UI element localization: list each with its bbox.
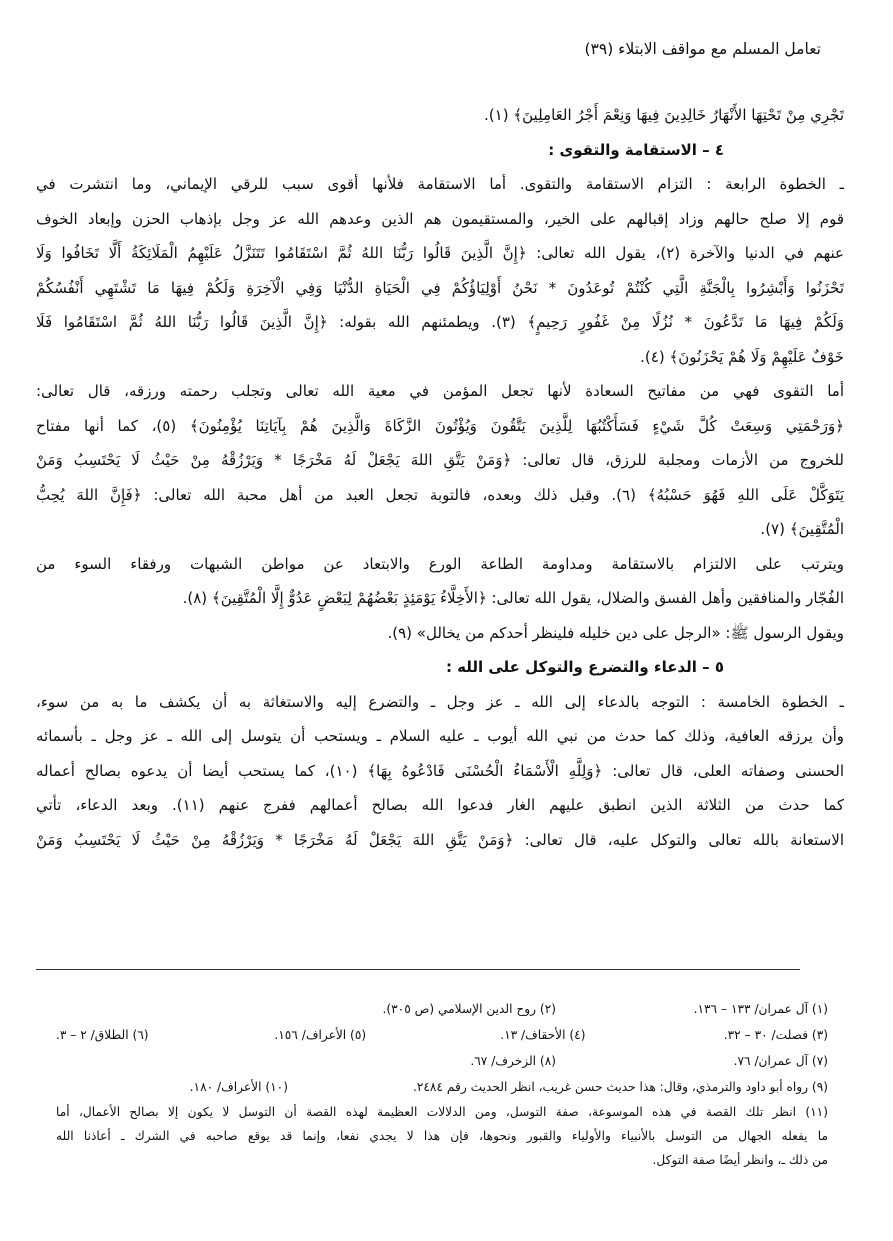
footnote: (٦) الطلاق/ ٢ – ٣.: [56, 1028, 149, 1042]
footnote: (٩) رواه أبو داود والترمذي، وقال: هذا حديث حسن غريب، انظر الحديث رقم ٢٤٨٤.: [412, 1080, 828, 1094]
footnote: (٧) آل عمران/ ٧٦.: [733, 1054, 828, 1068]
text-line: الفُجّار والمنافقين وأهل الفسق والضلال، يقول الله تعالى: ﴿الأَخِلَّاءُ يَوْمَئِذٍ بَعْضُهُمْ لِبَعْضٍ عَدُوٌّ إِلَّا الْمُتَّقِينَ﴾ (٨).: [182, 589, 844, 607]
text-line: ويقول الرسول ﷺ: «الرجل على دين خليله فلينظر أحدكم من يخالل» (٩).: [387, 623, 844, 642]
text-line: أما التقوى فهي من مفاتيح السعادة لأنها تجعل المؤمن في معية الله تعالى وتجلب رحمته ورزقه، قال تعالى:: [36, 382, 844, 400]
text-line: وأن يرزقه العافية، وذلك كما حدث من نبي الله أيوب ـ عليه السلام ـ ويستحب أن يتوسل إلى الله ـ عز وجل ـ بأسمائه: [36, 727, 844, 745]
text-line: تَجْرِي مِنْ تَحْتِهَا الأَنْهَارُ خَالِدِينَ فِيهَا وَنِعْمَ أَجْرُ العَامِلِينَ﴾ (١).: [484, 106, 844, 124]
footnote-11-line: (١١) انظر تلك القصة في هذه الموسوعة، صفة التوسل، ومن الدلالات العظيمة لهذه القصة أن التوسل لا يكون إلا بصالح الأعمال، أما: [56, 1105, 828, 1119]
main-text: [36, 98, 844, 857]
footnote: (٤) الأحقاف/ ١٣.: [500, 1028, 586, 1042]
header-title: تعامل المسلم مع مواقف الابتلاء (٣٩): [584, 40, 821, 58]
footnote-row: [56, 1074, 828, 1100]
footnote: (٨) الزخرف/ ٦٧.: [470, 1054, 556, 1068]
footnote-row: [56, 1022, 828, 1048]
footnotes: [56, 996, 828, 1172]
footnote: (١) آل عمران/ ١٣٣ – ١٣٦.: [693, 1002, 828, 1016]
footnote-separator: [36, 969, 800, 970]
footnote-row: [56, 996, 828, 1022]
text-line: تَحْزَنُوا وَأَبْشِرُوا بِالْجَنَّةِ الَّتِي كُنْتُمْ تُوعَدُونَ * نَحْنُ أَوْلِيَاؤُكُمْ فِي الْحَيَاةِ الدُّنْيَا وَفِي الْآخِرَةِ وَلَكُمْ فِيهَا مَا تَشْتَهِي أَنْفُسُكُمْ: [36, 278, 844, 297]
text-line: ويترتب على الالتزام بالاستقامة ومداومة الطاعة الورع والابتعاد عن مواطن الشبهات ورفقاء السوء من: [36, 554, 844, 573]
text-line: عنهم في الدنيا والآخرة (٢)، يقول الله تعالى: ﴿إِنَّ الَّذِينَ قَالُوا رَبُّنَا اللهُ ثُمَّ اسْتَقَامُوا تَتَنَزَّلُ عَلَيْهِمُ الْمَلَائِكَةُ أَلَّا تَخَافُوا وَلَا: [36, 244, 844, 262]
text-line: الْمُتَّقِينَ﴾ (٧).: [760, 520, 844, 538]
text-line: يَتَوَكَّلْ عَلَى اللهِ فَهُوَ حَسْبُهُ﴾ (٦). وقبل ذلك وبعده، فالتوبة تجعل العبد من أهل محبة الله تعالى: ﴿فَإِنَّ اللهَ يُحِبُّ: [36, 485, 844, 504]
text-line: الاستعانة بالله تعالى والتوكل عليه، قال تعالى: ﴿وَمَنْ يَتَّقِ اللهَ يَجْعَلْ لَهُ مَخْرَجًا * وَيَرْزُقْهُ مِنْ حَيْثُ لَا يَحْتَسِبُ وَمَنْ: [36, 830, 844, 849]
footnote: (١٠) الأعراف/ ١٨٠.: [189, 1080, 288, 1094]
text-line: قوم إلا صلح حالهم وزاد إقبالهم على الخير، والمستقيمون هم الذين وعدهم الله عز وجل بإذهاب الحزن وإبعاد الخوف: [36, 209, 844, 228]
text-line: ﴿وَرَحْمَتِي وَسِعَتْ كُلَّ شَيْءٍ فَسَأَكْتُبُهَا لِلَّذِينَ يَتَّقُونَ وَيُؤْتُونَ الزَّكَاةَ وَالَّذِينَ هُمْ بِآيَاتِنَا يُؤْمِنُونَ﴾ (٥)، كما أنها مفتاح: [36, 416, 844, 435]
running-header: [61, 40, 821, 70]
text-line: ـ الخطوة الخامسة : التوجه بالدعاء إلى الله ـ عز وجل ـ والتضرع إليه والاستغاثة به أن يكشف ما به من سوء،: [36, 692, 844, 711]
text-line: الحسنى وصفاته العلى، قال تعالى: ﴿وَلِلَّهِ الْأَسْمَاءُ الْحُسْنَى فَادْعُوهُ بِهَا﴾ (١٠)، كما يستحب أيضا أن يدعوه بصالح أعماله: [36, 761, 844, 780]
section-heading: ٥ – الدعاء والتضرع والتوكل على الله :: [445, 658, 724, 676]
text-line: وَلَكُمْ فِيهَا مَا تَدَّعُونَ * نُزُلًا مِنْ غَفُورٍ رَحِيمٍ﴾ (٣). ويطمئنهم الله بقوله: ﴿إِنَّ الَّذِينَ قَالُوا رَبُّنَا اللهُ ثُمَّ اسْتَقَامُوا فَلَا: [36, 313, 844, 331]
text-line: للخروج من الأزمات ومجلبة للرزق، قال تعالى: ﴿وَمَنْ يَتَّقِ اللهَ يَجْعَلْ لَهُ مَخْرَجًا * وَيَرْزُقْهُ مِنْ حَيْثُ لَا يَحْتَسِبُ وَمَنْ: [36, 451, 844, 469]
text-line: خَوْفٌ عَلَيْهِمْ وَلَا هُمْ يَحْزَنُونَ﴾ (٤).: [640, 347, 844, 366]
footnote-11-line: ما يفعله الجهال من التوسل بالأنبياء والأولياء والقبور ونحوها، فإن هذا لا يجدي نفعا، وإنما قد يوقع صاحبه في الشرك ـ أعاذنا الله: [56, 1129, 828, 1143]
text-line: كما حدث من الثلاثة الذين انطبق عليهم الغار فدعوا الله بصالح أعمالهم ففرج عنهم (١١). وبعد الدعاء، تأتي: [36, 796, 844, 814]
footnote: (٥) الأعراف/ ١٥٦.: [274, 1028, 367, 1042]
footnote: (٣) فصلت/ ٣٠ – ٣٢.: [723, 1028, 828, 1042]
footnote-11-line: من ذلك ـ، وانظر أيضًا صفة التوكل.: [652, 1153, 828, 1167]
section-heading: ٤ – الاستقامة والتقوى :: [548, 140, 724, 159]
footnote-row: [56, 1048, 828, 1074]
text-line: ـ الخطوة الرابعة : التزام الاستقامة والتقوى. أما الاستقامة فلأنها أقوى سبب للرقي الإيماني، وما انتشرت في: [36, 175, 844, 193]
footnote: (٢) روح الدين الإسلامي (ص ٣٠٥).: [382, 1002, 556, 1016]
